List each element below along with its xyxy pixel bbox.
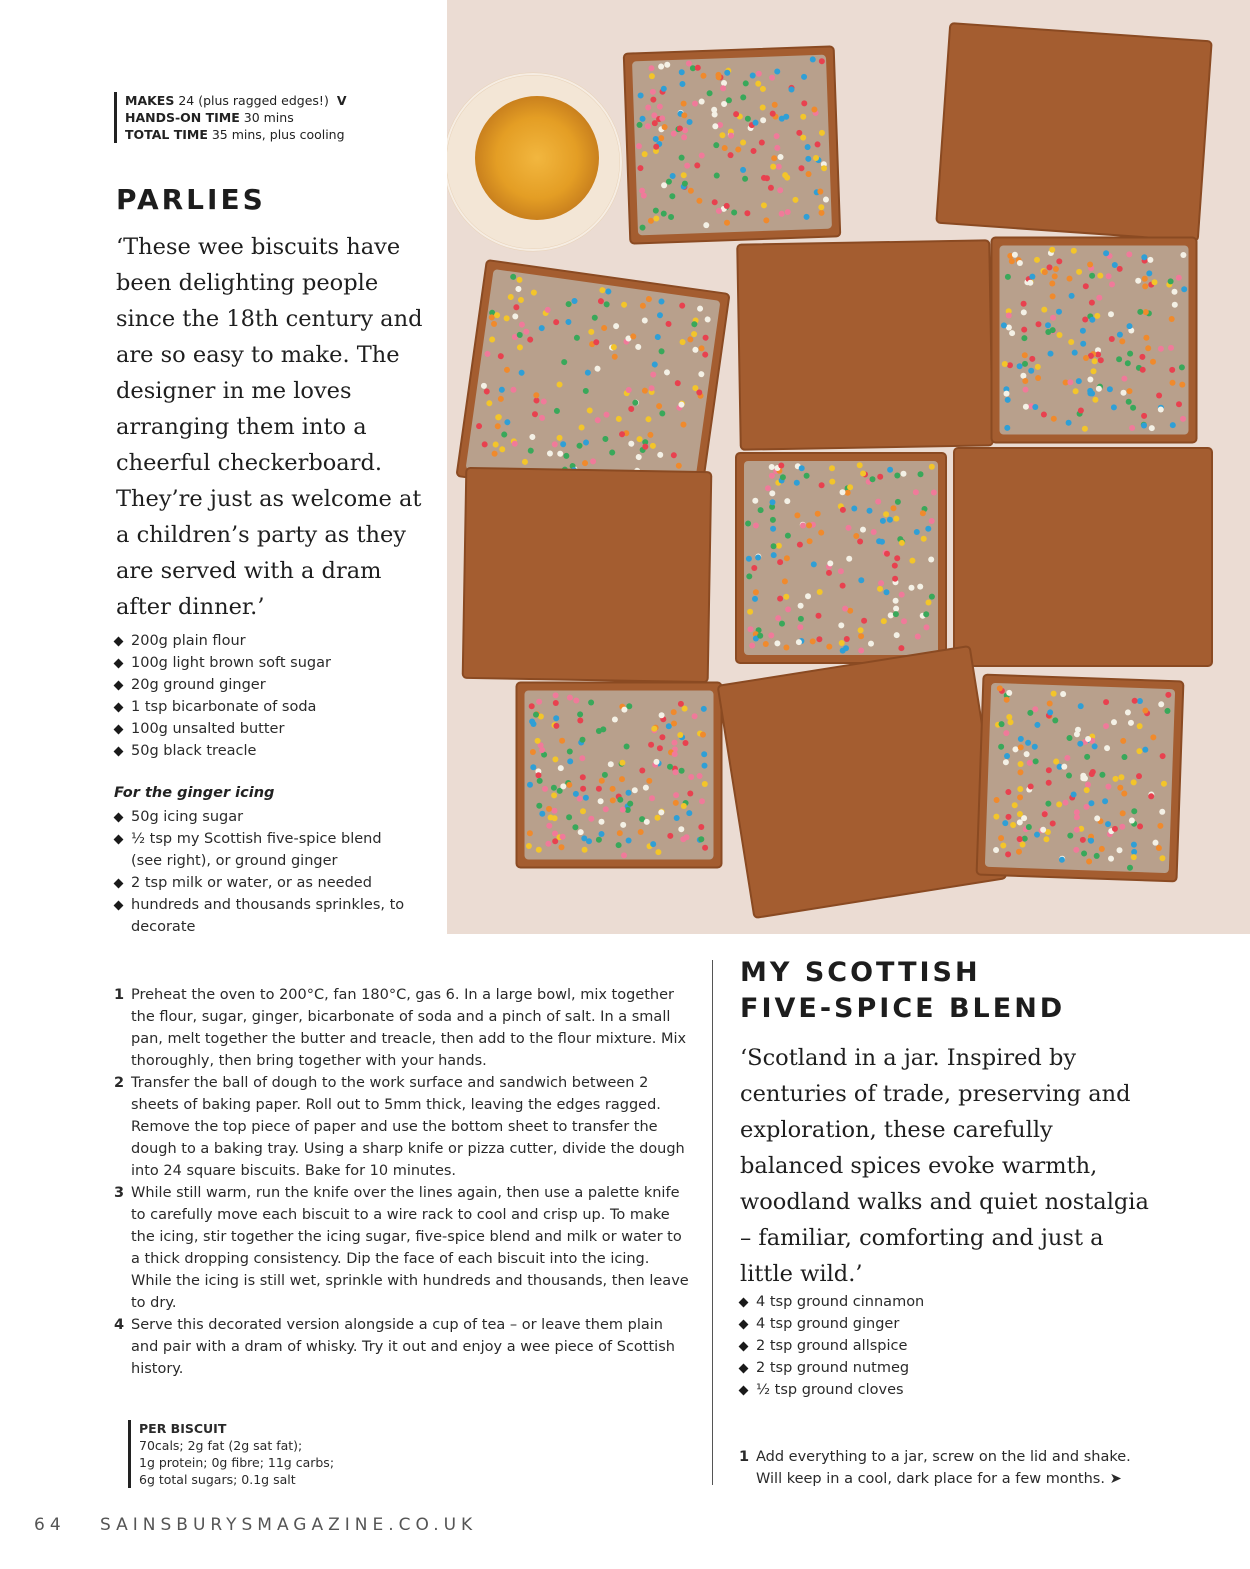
ingredient-item: 100g unsalted butter (114, 718, 414, 740)
page-footer (34, 1515, 477, 1535)
spice-title (740, 955, 1065, 1027)
makes-row (125, 92, 347, 109)
total-time-row (125, 126, 347, 143)
page-number: 64 (34, 1515, 66, 1535)
icing-ingredients-list (114, 806, 414, 938)
icing-heading: For the ginger icing (114, 785, 275, 801)
ingredient-item: 50g icing sugar (114, 806, 414, 828)
nutrition-heading: PER BISCUIT (139, 1421, 227, 1436)
step-text: Transfer the ball of dough to the work surface and sandwich between 2 sheets of baking paper. Roll out to 5mm thick, leaving the edges ragged. Remove the top piece of paper and use the bottom sheet to transfer the dough to a baking tray. Using a sharp knife or pizza cutter, divide the dough into 24 square biscuits. Bake for 10 minutes. (131, 1075, 685, 1179)
iced-biscuit (977, 675, 1184, 882)
ingredient-item: 2 tsp milk or water, or as needed (114, 872, 414, 894)
site-url: SAINSBURYSMAGAZINE.CO.UK (100, 1515, 478, 1535)
method-list (114, 984, 694, 1380)
iced-biscuit (992, 238, 1197, 443)
plain-biscuit (718, 646, 1007, 918)
iced-biscuit (517, 683, 722, 868)
step-text: Add everything to a jar, screw on the lid and shake. Will keep in a cool, dark place for a few months. ➤ (756, 1449, 1131, 1487)
ingredient-item: 50g black treacle (114, 740, 414, 762)
plain-biscuit (954, 448, 1212, 666)
total-time-value: 35 mins, plus cooling (211, 127, 345, 142)
spice-title-line: MY SCOTTISH (740, 957, 981, 988)
method-step (739, 1446, 1159, 1490)
ingredient-item: hundreds and thousands sprinkles, to decorate (114, 894, 414, 938)
ingredient-item: 20g ground ginger (114, 674, 414, 696)
step-text: Preheat the oven to 200°C, fan 180°C, gas 6. In a large bowl, mix together the flour, sugar, ginger, bicarbonate of soda and a pinch of salt. In a small pan, melt together the butter and treacle, then add to the flour mixture. Mix thoroughly, then bring together with your hands. (131, 987, 687, 1069)
ingredient-item: 100g light brown soft sugar (114, 652, 414, 674)
spice-intro: ‘Scotland in a jar. Inspired by centuries of trade, preserving and exploration, these carefully balanced spices evoke warmth, woodland walks and quiet nostalgia – familiar, comforting and just a little wild.’ (740, 1045, 1149, 1287)
hands-on-value: 30 mins (243, 110, 294, 125)
column-divider (712, 960, 713, 1485)
biscuit-checkerboard-illustration (447, 0, 1250, 934)
step-number: 4 (114, 1317, 125, 1333)
whisky-glass (447, 74, 621, 250)
step-number: 2 (114, 1075, 125, 1091)
makes-value: 24 (plus ragged edges!) (178, 93, 329, 108)
ingredient-item: 200g plain flour (114, 630, 414, 652)
nutrition-info (128, 1420, 334, 1488)
spice-ingredients-list (739, 1291, 1039, 1401)
ingredients-list (114, 630, 414, 762)
ingredient-item: 1 tsp bicarbonate of soda (114, 696, 414, 718)
hands-on-row (125, 109, 347, 126)
makes-label: MAKES (125, 93, 175, 108)
step-number: 1 (114, 987, 125, 1003)
recipe-title: PARLIES (116, 183, 266, 216)
step-number: 3 (114, 1185, 125, 1201)
ingredient-item: 4 tsp ground cinnamon (739, 1291, 1039, 1313)
ingredient-item: 4 tsp ground ginger (739, 1313, 1039, 1335)
recipe-meta (114, 92, 347, 143)
step-text: Serve this decorated version alongside a cup of tea – or leave them plain and pair with a dram of whisky. Try it out and enjoy a wee piece of Scottish history. (131, 1317, 675, 1377)
recipe-intro: ‘These wee biscuits have been delighting people since the 18th century and are so easy to make. The designer in me loves arranging them into a cheerful checkerboard. They’re just as welcome at a children’s party as they are served with a dram after dinner.’ (116, 234, 423, 620)
method-step (114, 1314, 694, 1380)
method-step (114, 1182, 694, 1314)
ingredient-item: ½ tsp ground cloves (739, 1379, 1039, 1401)
iced-biscuit (624, 46, 841, 243)
ingredient-item: 2 tsp ground nutmeg (739, 1357, 1039, 1379)
plain-biscuit (737, 240, 993, 449)
total-time-label: TOTAL TIME (125, 127, 208, 142)
spice-method-list (739, 1446, 1159, 1490)
ingredient-item: 2 tsp ground allspice (739, 1335, 1039, 1357)
step-text: While still warm, run the knife over the lines again, then use a palette knife to carefully move each biscuit to a wire rack to cool and crisp up. To make the icing, stir together the icing sugar, five-spice blend and milk or water to a thick dropping consistency. Dip the face of each biscuit into the icing. While the icing is still wet, sprinkle with hundreds and thousands, then leave to dry. (131, 1185, 689, 1311)
step-number: 1 (739, 1449, 750, 1465)
ingredient-item: ½ tsp my Scottish five-spice blend (see right), or ground ginger (114, 828, 414, 872)
plain-biscuit (936, 23, 1211, 241)
iced-biscuit (736, 453, 946, 663)
plain-biscuit (463, 468, 712, 682)
spice-title-line: FIVE-SPICE BLEND (740, 993, 1066, 1024)
nutrition-line: 70cals; 2g fat (2g sat fat); (139, 1438, 303, 1453)
method-step (114, 984, 694, 1072)
nutrition-line: 1g protein; 0g fibre; 11g carbs; (139, 1455, 335, 1470)
hands-on-label: HANDS-ON TIME (125, 110, 240, 125)
recipe-photo (447, 0, 1250, 934)
vegetarian-badge: V (336, 93, 347, 108)
method-step (114, 1072, 694, 1182)
nutrition-line: 6g total sugars; 0.1g salt (139, 1472, 296, 1487)
